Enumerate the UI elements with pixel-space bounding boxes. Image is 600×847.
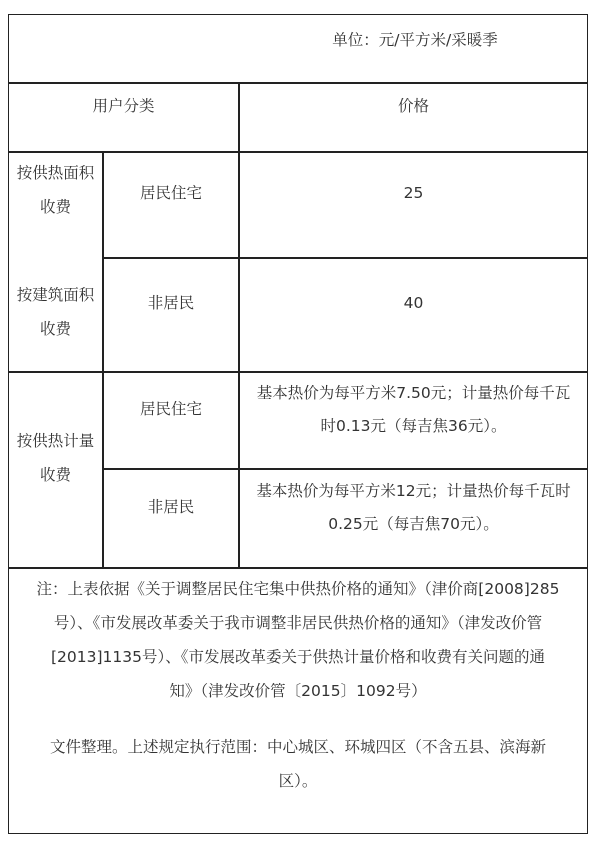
row-divider [8, 151, 588, 153]
group-label-line: 收费 [39, 320, 71, 338]
unit-label: 单位：元/平方米/采暖季 [332, 31, 498, 49]
row-divider [8, 371, 588, 373]
group-label-heating-area [8, 156, 103, 224]
group-label-line: 按供热面积 [16, 164, 95, 182]
row-divider [103, 468, 588, 470]
price-line: 基本热价为每平方米12元；计量热价每千瓦时 [256, 482, 571, 500]
row-divider [8, 82, 588, 84]
footnote-line: 区）。 [278, 772, 318, 790]
group-label-line: 收费 [39, 466, 71, 484]
footnote-line: 知》（津发改价管〔2015〕1092号） [169, 682, 427, 700]
group-label-building-area [8, 278, 103, 346]
price-cell [239, 377, 588, 443]
price-cell [239, 475, 588, 541]
group-label-metered [8, 424, 103, 492]
header-category: 用户分类 [92, 97, 155, 115]
row-divider [8, 567, 588, 569]
price-line: 0.25元（每吉焦70元）。 [328, 515, 499, 533]
row-divider [103, 257, 588, 259]
user-type-cell: 居民住宅 [139, 184, 202, 202]
user-type-cell: 非居民 [147, 498, 195, 516]
price-line: 基本热价为每平方米7.50元；计量热价每千瓦 [256, 384, 571, 402]
price-cell: 25 [403, 184, 424, 202]
user-type-cell: 非居民 [147, 294, 195, 312]
header-price: 价格 [397, 97, 429, 115]
footnote-line: 注：上表依据《关于调整居民住宅集中供热价格的通知》（津价商[2008]285 [36, 580, 560, 598]
price-line: 时0.13元（每吉焦36元）。 [320, 417, 507, 435]
footnote [8, 572, 588, 798]
footnote-line: 号）、《市发展改革委关于我市调整非居民供热价格的通知》（津发改价管 [53, 614, 543, 632]
price-cell: 40 [403, 294, 424, 312]
user-type-cell: 居民住宅 [139, 400, 202, 418]
group-label-line: 收费 [39, 198, 71, 216]
group-label-line: 按供热计量 [16, 432, 95, 450]
footnote-line: 文件整理。上述规定执行范围：中心城区、环城四区（不含五县、滨海新 [49, 738, 546, 756]
group-label-line: 按建筑面积 [16, 286, 95, 304]
footnote-line: [2013]1135号）、《市发展改革委关于供热计量价格和收费有关问题的通 [51, 648, 545, 666]
